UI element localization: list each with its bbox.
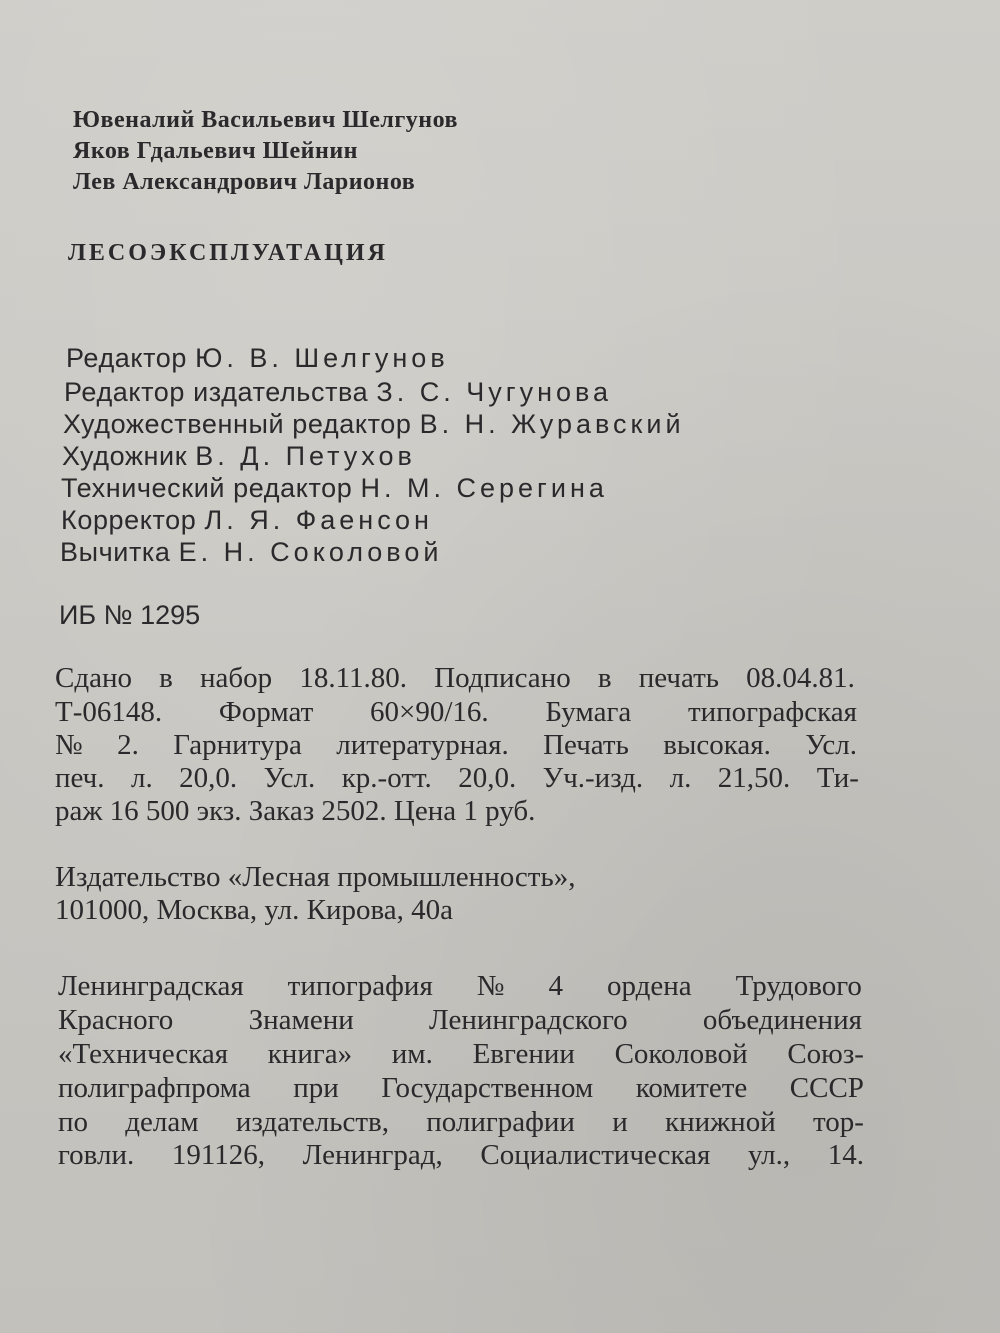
printer-line: Красного Знамени Ленинградского объединения — [58, 1004, 862, 1036]
printer-line: по делам издательств, полиграфии и книжной тор- — [58, 1106, 864, 1138]
credit-checker — [60, 537, 442, 568]
printer-line: говли. 191126, Ленинград, Социалистическая ул., 14. — [58, 1139, 864, 1171]
credit-role: Редактор — [66, 343, 188, 373]
credit-name: З. С. Чугунова — [376, 377, 613, 407]
credit-role: Вычитка — [60, 537, 171, 567]
credit-role: Художник — [62, 441, 188, 471]
print-detail-line: раж 16 500 экз. Заказ 2502. Цена 1 руб. — [55, 795, 536, 827]
author-1: Ювеналий Васильевич Шелгунов — [73, 107, 458, 133]
print-detail-line: печ. л. 20,0. Усл. кр.-отт. 20,0. Уч.-изд. л. 21,50. Ти- — [55, 762, 859, 794]
credit-editor — [66, 343, 449, 374]
credit-role: Художественный редактор — [63, 409, 412, 439]
credit-role: Корректор — [61, 505, 197, 535]
credit-name: Е. Н. Соколовой — [178, 537, 443, 567]
author-3: Лев Александрович Ларионов — [73, 169, 416, 195]
publisher-address: 101000, Москва, ул. Кирова, 40а — [55, 894, 454, 926]
credit-name: Н. М. Серегина — [360, 473, 608, 503]
credit-publisher-editor — [64, 377, 612, 408]
ib-number: ИБ № 1295 — [59, 600, 201, 630]
book-title: ЛЕСОЭКСПЛУАТАЦИЯ — [68, 240, 388, 266]
credit-role: Редактор издательства — [64, 377, 369, 407]
credit-proofreader — [61, 505, 433, 536]
credit-name: В. Н. Журавский — [419, 409, 685, 439]
publisher-name: Издательство «Лесная промышленность», — [55, 861, 576, 893]
credit-name: Ю. В. Шелгунов — [195, 343, 449, 373]
printer-line: Ленинградская типография № 4 ордена Трудового — [58, 970, 862, 1002]
print-detail-line: № 2. Гарнитура литературная. Печать высокая. Усл. — [55, 729, 857, 761]
print-detail-line: Т-06148. Формат 60×90/16. Бумага типографская — [55, 696, 857, 728]
print-detail-line: Сдано в набор 18.11.80. Подписано в печать 08.04.81. — [55, 662, 855, 694]
credit-name: В. Д. Петухов — [195, 441, 416, 471]
credit-art-editor — [63, 409, 685, 440]
printer-line: полиграфпрома при Государственном комитете СССР — [58, 1072, 864, 1104]
credit-role: Технический редактор — [61, 473, 353, 503]
credit-artist — [62, 441, 416, 472]
credit-name: Л. Я. Фаенсон — [204, 505, 433, 535]
author-2: Яков Гдальевич Шейнин — [73, 138, 358, 164]
credit-tech-editor — [61, 473, 608, 504]
printer-line: «Техническая книга» им. Евгении Соколовой Союз- — [58, 1038, 864, 1070]
